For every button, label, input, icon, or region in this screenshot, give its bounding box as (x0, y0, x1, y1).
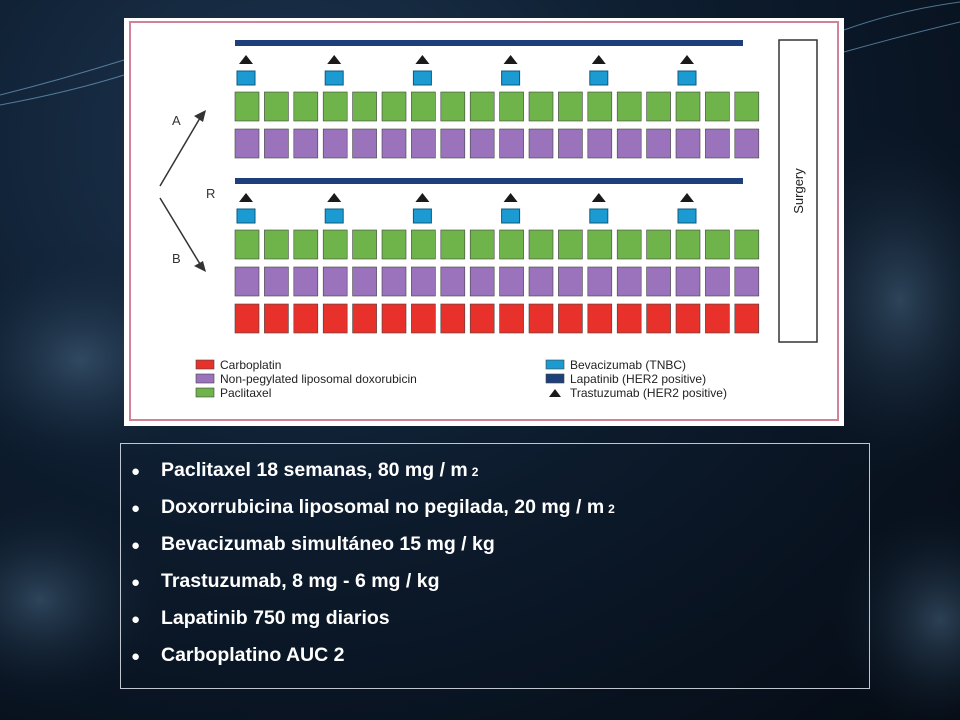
arm-b-carboplatin-week (294, 304, 318, 333)
arm-a-bevacizumab-dose (590, 71, 608, 85)
arm-a-doxorubicin-week (382, 129, 406, 158)
arm-b-paclitaxel-week (382, 230, 406, 259)
arm-a-bevacizumab-dose (325, 71, 343, 85)
dosage-text: Bevacizumab simultáneo 15 mg / kg (161, 533, 495, 555)
arm-a-label: A (172, 113, 181, 128)
arm-b-carboplatin-week (735, 304, 759, 333)
legend (196, 358, 727, 400)
arm-a (235, 40, 759, 158)
arm-a-paclitaxel-week (470, 92, 494, 121)
dosage-item (131, 600, 869, 637)
arm-a-paclitaxel-week (705, 92, 729, 121)
arm-a-lapatinib-bar (235, 40, 743, 46)
arm-b-trastuzumab-dose (415, 193, 429, 202)
arm-b-doxorubicin-week (441, 267, 465, 296)
arm-b-paclitaxel-week (235, 230, 259, 259)
arm-b-carboplatin-week (705, 304, 729, 333)
bullet-dot: ● (131, 611, 141, 628)
arm-b-carboplatin-week (353, 304, 377, 333)
arm-a-paclitaxel-week (382, 92, 406, 121)
arm-a-doxorubicin-week (558, 129, 582, 158)
arm-b-paclitaxel-week (705, 230, 729, 259)
dosage-text: Carboplatino AUC 2 (161, 644, 345, 666)
arm-b-carboplatin-week (558, 304, 582, 333)
arm-b-trastuzumab-dose (239, 193, 253, 202)
arm-a-bevacizumab-dose (678, 71, 696, 85)
arm-b-carboplatin-week (264, 304, 288, 333)
arm-b-paclitaxel-week (617, 230, 641, 259)
dosage-text: Lapatinib 750 mg diarios (161, 607, 390, 629)
dosage-item (131, 563, 869, 600)
arm-a-doxorubicin-week (323, 129, 347, 158)
arm-b-doxorubicin-week (382, 267, 406, 296)
arm-b-doxorubicin-week (411, 267, 435, 296)
arm-b-paclitaxel-week (411, 230, 435, 259)
legend-swatch-carboplatin (196, 360, 214, 369)
dosage-item: ● Doxorrubicina liposomal no pegilada, 20 mg / m 2 (131, 489, 869, 526)
arm-b-trastuzumab-dose (592, 193, 606, 202)
arm-a-bevacizumab-dose (413, 71, 431, 85)
bullet-dot: ● (131, 463, 141, 480)
arm-b-bevacizumab-dose (502, 209, 520, 223)
dosage-list-panel (120, 443, 870, 689)
arm-a-doxorubicin-week (705, 129, 729, 158)
legend-entry-lapatinib (546, 372, 706, 386)
arm-b-doxorubicin-week (617, 267, 641, 296)
arm-a-doxorubicin-week (353, 129, 377, 158)
arm-b-paclitaxel-week (676, 230, 700, 259)
arm-a-bevacizumab-dose (502, 71, 520, 85)
bullet-dot: ● (131, 537, 141, 554)
legend-label: Paclitaxel (220, 386, 272, 400)
arm-a-paclitaxel-week (264, 92, 288, 121)
arm-b-doxorubicin-week (558, 267, 582, 296)
dosage-text: Trastuzumab, 8 mg - 6 mg / kg (161, 570, 440, 592)
arm-b-carboplatin-week (323, 304, 347, 333)
arm-b-paclitaxel-week (588, 230, 612, 259)
dosage-item (131, 526, 869, 563)
arm-b-paclitaxel-week (558, 230, 582, 259)
legend-label: Non-pegylated liposomal doxorubicin (220, 372, 417, 386)
arm-b-carboplatin-week (235, 304, 259, 333)
arm-a-doxorubicin-week (676, 129, 700, 158)
arm-a-doxorubicin-week (617, 129, 641, 158)
arm-a-trastuzumab-dose (592, 55, 606, 64)
arm-a-trastuzumab-dose (327, 55, 341, 64)
arm-a-doxorubicin-week (588, 129, 612, 158)
arm-a-doxorubicin-week (264, 129, 288, 158)
arm-b-doxorubicin-week (676, 267, 700, 296)
arm-b-paclitaxel-week (353, 230, 377, 259)
randomization-label: R (206, 186, 216, 201)
arm-a-paclitaxel-week (411, 92, 435, 121)
arm-a-paclitaxel-week (323, 92, 347, 121)
arm-b-paclitaxel-week (323, 230, 347, 259)
arm-b-doxorubicin-week (323, 267, 347, 296)
arm-a-paclitaxel-week (558, 92, 582, 121)
arm-a-paclitaxel-week (647, 92, 671, 121)
bullet-dot: ● (131, 574, 141, 591)
arm-b-trastuzumab-dose (327, 193, 341, 202)
arm-b-carboplatin-week (470, 304, 494, 333)
arm-b-carboplatin-week (676, 304, 700, 333)
arm-b-trastuzumab-dose (680, 193, 694, 202)
randomization-arrow-a (160, 110, 206, 186)
arm-b-doxorubicin-week (588, 267, 612, 296)
legend-swatch-doxorubicin (196, 374, 214, 383)
legend-label: Bevacizumab (TNBC) (570, 358, 687, 372)
dosage-item (131, 637, 869, 674)
arm-b-carboplatin-week (529, 304, 553, 333)
arm-a-paclitaxel-week (588, 92, 612, 121)
legend-label: Trastuzumab (HER2 positive) (570, 386, 727, 400)
legend-entry-paclitaxel (196, 386, 271, 400)
arm-a-paclitaxel-week (235, 92, 259, 121)
arm-a-paclitaxel-week (353, 92, 377, 121)
arm-b-carboplatin-week (588, 304, 612, 333)
dosage-item: ● Paclitaxel 18 semanas, 80 mg / m 2 (131, 452, 869, 489)
arm-a-doxorubicin-week (735, 129, 759, 158)
arm-a-trastuzumab-dose (680, 55, 694, 64)
bullet-dot: ● (131, 500, 141, 517)
arm-b-lapatinib-bar (235, 178, 743, 184)
arm-a-doxorubicin-week (411, 129, 435, 158)
arm-a-doxorubicin-week (647, 129, 671, 158)
arm-a-paclitaxel-week (735, 92, 759, 121)
arm-a-paclitaxel-week (500, 92, 524, 121)
legend-entry-doxorubicin (196, 372, 417, 386)
arm-b-trastuzumab-dose (504, 193, 518, 202)
arm-b-paclitaxel-week (294, 230, 318, 259)
arm-a-doxorubicin-week (500, 129, 524, 158)
arm-b-doxorubicin-week (264, 267, 288, 296)
arm-b-paclitaxel-week (470, 230, 494, 259)
arm-b-paclitaxel-week (264, 230, 288, 259)
arm-b-carboplatin-week (500, 304, 524, 333)
arm-a-bevacizumab-dose (237, 71, 255, 85)
dosage-text: Paclitaxel 18 semanas, 80 mg / m (161, 459, 468, 481)
arm-b-bevacizumab-dose (590, 209, 608, 223)
arm-b-doxorubicin-week (294, 267, 318, 296)
arm-a-paclitaxel-week (294, 92, 318, 121)
surgery-label: Surgery (791, 168, 806, 214)
arm-b-label: B (172, 251, 181, 266)
arm-a-paclitaxel-week (617, 92, 641, 121)
arm-b-carboplatin-week (441, 304, 465, 333)
arm-b-doxorubicin-week (735, 267, 759, 296)
arm-b-carboplatin-week (411, 304, 435, 333)
randomization-arrow-b (160, 198, 206, 272)
treatment-schema (124, 18, 844, 426)
arm-b-paclitaxel-week (500, 230, 524, 259)
legend-swatch-lapatinib (546, 374, 564, 383)
arm-b-paclitaxel-week (441, 230, 465, 259)
arm-b-doxorubicin-week (500, 267, 524, 296)
arm-a-paclitaxel-week (676, 92, 700, 121)
arm-b-doxorubicin-week (353, 267, 377, 296)
arm-b-bevacizumab-dose (678, 209, 696, 223)
arm-b-carboplatin-week (647, 304, 671, 333)
legend-entry-bevacizumab (546, 358, 686, 372)
arm-a-trastuzumab-dose (504, 55, 518, 64)
arm-a-paclitaxel-week (441, 92, 465, 121)
arm-b-doxorubicin-week (705, 267, 729, 296)
bullet-dot: ● (131, 648, 141, 665)
arm-b-bevacizumab-dose (413, 209, 431, 223)
legend-swatch-trastuzumab (549, 389, 561, 397)
arm-b-doxorubicin-week (647, 267, 671, 296)
arm-b-paclitaxel-week (529, 230, 553, 259)
dosage-list (131, 452, 869, 674)
arm-a-doxorubicin-week (441, 129, 465, 158)
legend-entry-trastuzumab (549, 386, 727, 400)
arm-b (235, 178, 759, 333)
arm-a-doxorubicin-week (235, 129, 259, 158)
dosage-text: Doxorrubicina liposomal no pegilada, 20 mg / m (161, 496, 605, 518)
legend-swatch-bevacizumab (546, 360, 564, 369)
arm-b-bevacizumab-dose (237, 209, 255, 223)
arm-a-doxorubicin-week (529, 129, 553, 158)
arm-b-bevacizumab-dose (325, 209, 343, 223)
arm-b-doxorubicin-week (470, 267, 494, 296)
arm-b-doxorubicin-week (235, 267, 259, 296)
legend-swatch-paclitaxel (196, 388, 214, 397)
arm-a-trastuzumab-dose (415, 55, 429, 64)
legend-label: Carboplatin (220, 358, 282, 372)
arm-b-paclitaxel-week (647, 230, 671, 259)
arm-a-doxorubicin-week (470, 129, 494, 158)
arm-a-paclitaxel-week (529, 92, 553, 121)
arm-a-trastuzumab-dose (239, 55, 253, 64)
arm-a-doxorubicin-week (294, 129, 318, 158)
arm-b-paclitaxel-week (735, 230, 759, 259)
arm-b-doxorubicin-week (529, 267, 553, 296)
legend-entry-carboplatin (196, 358, 281, 372)
treatment-schema-figure (124, 18, 844, 426)
legend-label: Lapatinib (HER2 positive) (570, 372, 707, 386)
arm-b-carboplatin-week (617, 304, 641, 333)
arm-b-carboplatin-week (382, 304, 406, 333)
